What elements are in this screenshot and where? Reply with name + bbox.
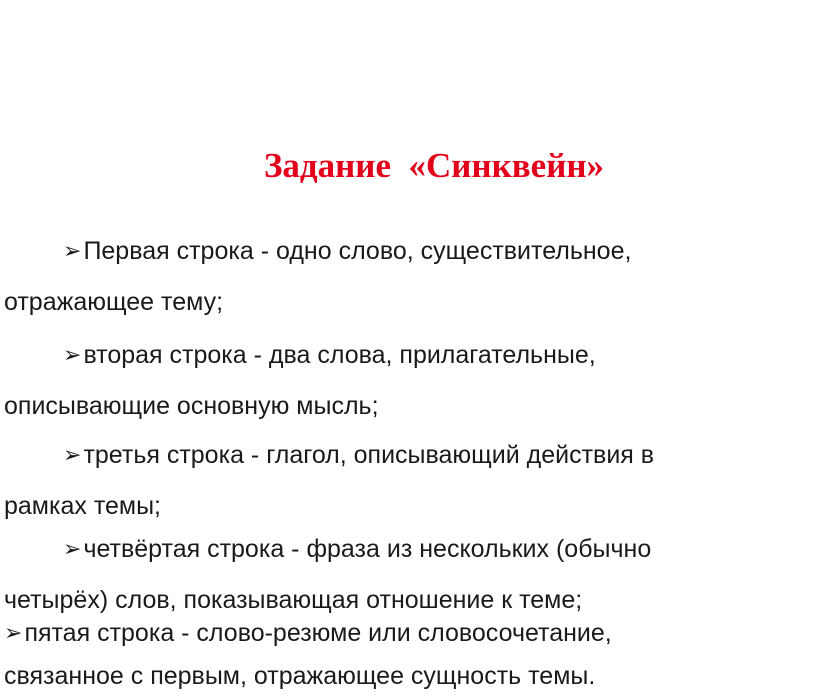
list-item-line1: пятая строка - слово-резюме или словосочетание, (24, 619, 612, 647)
arrowhead-bullet-icon: ➢ (63, 443, 82, 468)
list-item (4, 226, 812, 327)
list-item (4, 612, 812, 697)
list-item-line1: вторая строка - два слова, прилагательные, (83, 341, 596, 369)
list-item (4, 524, 812, 625)
arrowhead-bullet-icon: ➢ (4, 621, 23, 646)
list-item-line2: связанное с первым, отражающее сущность темы. (4, 662, 596, 690)
list-item-line2: описывающие основную мысль; (4, 392, 379, 420)
arrowhead-bullet-icon: ➢ (63, 343, 82, 368)
list-item (4, 430, 812, 531)
list-item-line1: третья строка - глагол, описывающий действия в (83, 441, 655, 469)
list-item-line1: четвёртая строка - фраза из нескольких (обычно (83, 535, 652, 563)
arrowhead-bullet-icon: ➢ (63, 239, 82, 264)
list-item-line2: рамках темы; (4, 492, 162, 520)
list-item-line2: отражающее тему; (4, 288, 224, 316)
slide-title: Задание «Синквейн» (263, 146, 605, 185)
arrowhead-bullet-icon: ➢ (63, 537, 82, 562)
list-item-line1: Первая строка - одно слово, существительное, (83, 237, 632, 265)
list-item (4, 330, 812, 431)
list-item-line2: четырёх) слов, показывающая отношение к теме; (4, 586, 583, 614)
